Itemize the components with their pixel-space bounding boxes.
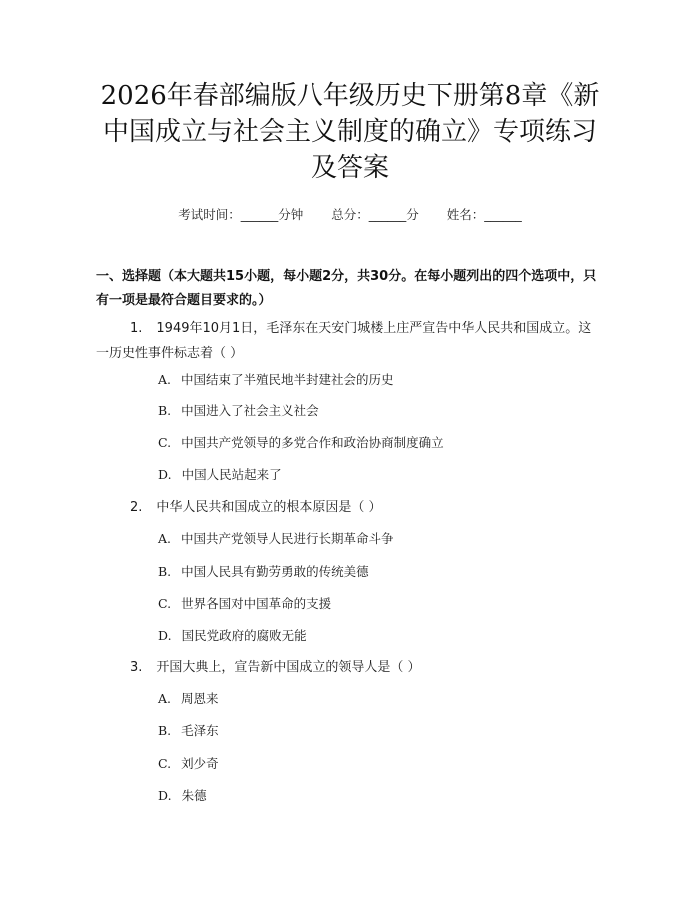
question-1-option-a <box>158 371 394 389</box>
question-1-text: 1949年10月1日，毛泽东在天安门城楼上庄严宣告中华人民共和国成立。这一历史性事件标志着（ ） <box>96 321 592 361</box>
question-2-option-b <box>158 563 369 581</box>
question-3-text: 开国大典上，宣告新中国成立的领导人是（ ） <box>156 660 421 675</box>
option-text: 中国人民具有勤劳勇敢的传统美德 <box>181 564 369 579</box>
document-title: 2026年春部编版八年级历史下册第8章《新中国成立与社会主义制度的确立》专项练习及答案 <box>100 81 600 183</box>
exam-meta <box>0 205 700 223</box>
question-2-option-d <box>158 627 307 645</box>
question-3-option-a <box>158 690 219 708</box>
exam-time-field: 考试时间：______分钟 <box>178 207 304 222</box>
question-1-option-c <box>158 434 444 452</box>
option-text: 中国共产党领导人民进行长期革命斗争 <box>181 531 394 546</box>
question-2-text: 中华人民共和国成立的根本原因是（ ） <box>156 500 382 515</box>
option-letter: B. <box>158 723 172 738</box>
option-text: 毛泽东 <box>181 723 219 738</box>
question-2-number: 2. <box>130 500 143 515</box>
question-3-option-d <box>158 787 207 805</box>
option-letter: D. <box>158 467 172 482</box>
question-2-option-c <box>158 595 331 613</box>
question-2 <box>96 495 604 520</box>
option-text: 中国进入了社会主义社会 <box>181 403 319 418</box>
option-letter: A. <box>158 372 172 387</box>
student-name-field: 姓名：______ <box>446 207 522 222</box>
option-text: 中国结束了半殖民地半封建社会的历史 <box>181 372 394 387</box>
total-score-field: 总分：______分 <box>331 207 419 222</box>
question-1 <box>96 316 604 366</box>
option-text: 国民党政府的腐败无能 <box>181 628 307 643</box>
section-heading: 一、选择题（本大题共15小题，每小题2分，共30分。在每小题列出的四个选项中，只有一项是最符合题目要求的。） <box>96 269 597 308</box>
question-1-number: 1. <box>130 321 143 336</box>
question-3 <box>96 655 604 680</box>
option-text: 周恩来 <box>181 691 219 706</box>
question-3-option-c <box>158 755 219 773</box>
option-letter: C. <box>158 756 172 771</box>
option-letter: C. <box>158 435 172 450</box>
option-text: 朱德 <box>181 788 207 803</box>
option-letter: D. <box>158 628 172 643</box>
option-letter: C. <box>158 596 172 611</box>
question-1-option-d <box>158 466 282 484</box>
question-1-option-b <box>158 402 319 420</box>
option-letter: B. <box>158 564 172 579</box>
question-2-option-a <box>158 530 394 548</box>
question-3-option-b <box>158 722 219 740</box>
question-3-number: 3. <box>130 660 143 675</box>
option-text: 世界各国对中国革命的支援 <box>181 596 332 611</box>
option-letter: A. <box>158 531 172 546</box>
option-text: 刘少奇 <box>181 756 219 771</box>
option-letter: D. <box>158 788 172 803</box>
option-letter: A. <box>158 691 172 706</box>
option-letter: B. <box>158 403 172 418</box>
option-text: 中国人民站起来了 <box>181 467 282 482</box>
option-text: 中国共产党领导的多党合作和政治协商制度确立 <box>181 435 444 450</box>
